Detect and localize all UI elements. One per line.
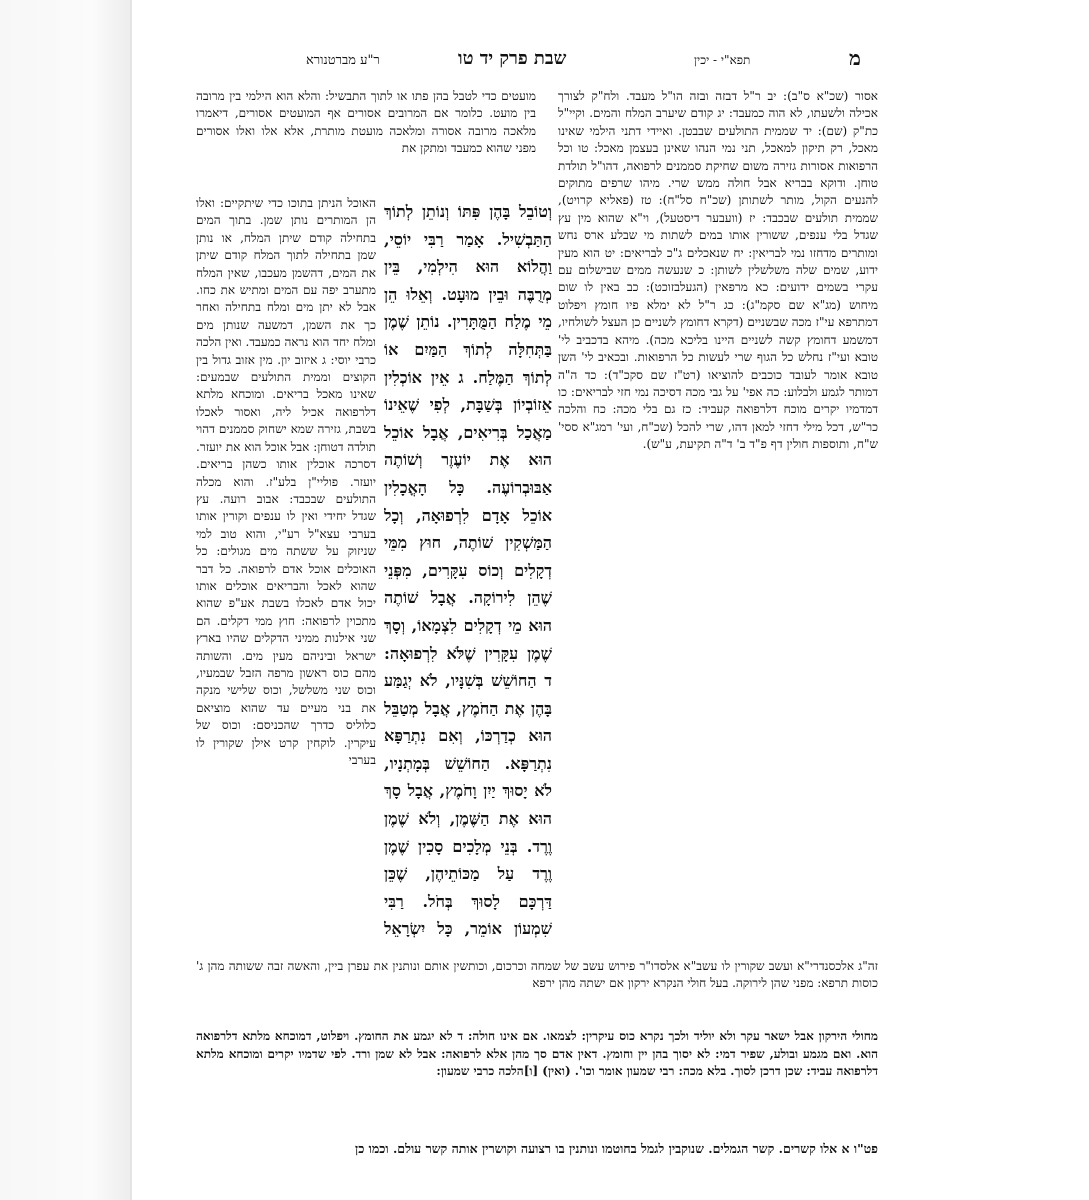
chapter-title: שבת פרק יד טו — [458, 48, 567, 69]
bottom-last-line: פט"ו א אלו קשרים. קשר הגמלים. שנוקבין לגמל בחוטמו ונותנין בו רצועה וקושרין אותה קשר עולם. וכמו כן — [355, 1141, 878, 1156]
binding-edge — [130, 0, 132, 1200]
bottom-notes: מחולי הירקון אבל ישאר עקר ולא יוליד ולכך נקרא כוס עיקרין: לצמאו. אם אינו חולה: ד לא יגמע את החומץ. ויפלוט, דמוכחא מלתא דלרפואה הוא. ואם מגמע ובולע, שפיר דמי: לא יסוך בהן יין וחומץ. דאין אדם סך מהן אלא לרפואה: אבל לא שמן ורד. לפי שדמיו יקרים ומוכחא מלתא דלרפואה עביד: שכן דרכן לסוך. בלא מכה: רבי שמעון אומר וכו'. (ואין) [ו]הלכה כרבי שמעון: — [196, 1029, 878, 1079]
right-commentary-name: תפא"י - יכין — [694, 53, 751, 67]
mishnah-body: וְטוֹבֵל בָּהֶן פִּתּוֹ וְנוֹתֵן לְתוֹךְ הַתַּבְשִׁיל. אָמַר רַבִּי יוֹסֵי, וַהֲלוֹא הוּא הִילְמִי, בֵּין מְרֻבֶּה וּבֵין מוּעָט. וְאֵלוּ הֵן מֵי מֶלַח הַמֻּתָּרִין. נוֹתֵן שֶׁמֶן בַּתְּחִלָּה לְתוֹךְ הַמַּיִם אוֹ לְתוֹךְ הַמֶּלַח. ג אֵין אוֹכְלִין אֵזוֹבְיוֹן בְּשַׁבָּת, לְפִי שֶׁאֵינוֹ מַאֲכַל בְּרִיאִים, אֲבָל אוֹכֵל הוּא אֶת יוֹעֶזֶר וְשׁוֹתֶה אַבּוּבְרוֹעֶה. כָּל הָאֳכָלִין אוֹכֵל אָדָם לִרְפוּאָה, וְכָל הַמַּשְׁקִין שׁוֹתֶה, חוּץ מִמֵּי דְקָלִים וְכוֹס עִקָּרִים, מִפְּנֵי שֶׁהֵן לִירוֹקָה. אֲבָל שׁוֹתֶה הוּא מֵי דְקָלִים לִצְמָאוֹ, וְסָךְ שֶׁמֶן עִקָּרִין שֶׁלֹּא לִרְפוּאָה: ד הַחוֹשֵׁשׁ בְּשִׁנָּיו, לֹא יְגַמַּע בָּהֶן אֶת הַחֹמֶץ, אֲבָל מְטַבֵּל הוּא כְדַרְכּוֹ, וְאִם נִתְרַפָּא נִתְרַפָּא. הַחוֹשֵׁשׁ בְּמָתְנָיו, לֹא יָסוּךְ יַיִן וָחֹמֶץ, אֲבָל סָךְ הוּא אֶת הַשֶּׁמֶן, וְלֹא שֶׁמֶן וֶרֶד. בְּנֵי מְלָכִים סָכִין שֶׁמֶן וֶרֶד עַל מַכּוֹתֵיהֶן, שֶׁכֵּן דַּרְכָּם לָסוּךְ בְּחֹל. רַבִּי שִׁמְעוֹן אוֹמֵר, כָּל יִשְׂרָאֵל — [384, 202, 552, 939]
talmud-page — [196, 40, 878, 1170]
commentary-left-body: האוכל הניתן בתוכו כדי שיתקיים: ואלו הן המותרים נותן שמן. בתוך המים בתחילה קודם שיתן המלח, או נותן שמן בתחילה לתוך המלח קודם שיתן את המים, דהשמן מעכבו, שאין המלח מתערב יפה עם המים ומתיש את כחו. אבל לא יתן מים ומלח בתחילה ואחר כך את השמן, דמשעה שנותן מים ומלח יחד הוא נראה כמעבד. ואין הלכה כרבי יוסי: ג איזוב יון. מין אזוב גדול בין הקוצים וממית התולעים שבמעים: שאינו מאכל בריאים. ומוכחא מלתא דלרפואה אכיל ליה, ואסור לאכלו בשבת, גזירה שמא ישחוק סממנים דהוי תולדה דטוחן: אבל אוכל הוא את יועזר. דסרכה אוכלין אותו כשהן בריאים. יועזר. פוליי"ן בלע"ז. והוא מכלה התולעים שבכבד: אבוב רועה. עץ שגדל יחידי ואין לו ענפים וקורין אותו בערבי עצא"ל רע"י, והוא טוב למי שניזוק על ששתה מים מגולים: כל האוכלים אוכל אדם לרפואה. כל דבר שהוא לאכל והבריאים אוכלים אותו יכול אדם לאכלו בשבת אע"פ שהוא מתכוין לרפואה: חוץ ממי דקלים. הם שני אילנות ממיני הדקלים שהיו בארץ ישראל וביניהם מעין מים. והשותה מהם כוס ראשון מרפה הזבל שבמעיו, וכוס שני משלשל, וכוס שלישי מנקה את בני מעיים עד שהוא מוציאם כלוליס כדרך שהכניסם: וכוס של עיקרין. לוקחין קרט אילן שקורין לו בערבי — [196, 196, 376, 767]
page-header — [196, 48, 878, 82]
commentary-continuation: זה"ג אלכסנדרי"א ועשב שקורין לו עשב"א אלסדו"ר פירוש עשב של שמחה וכרכום, וכותשין אותם ונותנין את עפרן ביין, והאשה זבה ששותה מהן ג' כוסות תרפא: מפני שהן לירוקה. בעל חולי הנקרא ירקון אם ישתה מהן ירפא — [196, 959, 878, 991]
page-letter: מ — [849, 46, 861, 70]
binding-gutter — [0, 0, 132, 1200]
commentary-right-body: אסור (שכ"א ס"ב): יב ר"ל דבזה ובזה הו"ל מעבד. ולח"ק לצורך אכילה ולשעתו, לא הוה כמעבד: יג קודם שיערב המלח והמים. וקיי"ל כת"ק (שם): יד שממית התולעים שבבטן. ואיידי דתני הילמי שאינו מאכל, רק תיקון למאכל, תני נמי הנהו שאינן בעצמן מאכל: טו וכל הרפואות אסורות גזירה משום שחיקת סממנים לרפואה, דהו"ל תולדת טוחן. ודוקא בבריא אבל חולה ממש שרי. מיהו שרפים מתוקים להנעים הקול, מותר לשתותן (שכ"ח סל"ח): טז (פאליא קרויט), שממית תולעים שבכבד: יז (וועבער דיסטעל), וי"א שהוא מין עץ שגדל בלי ענפים, ששורין אותו במים לשתות מי שבלע ארס נחש ומותרים מדחזו נמי לבריאין: יח שנאכלים ג"כ לבריאים: יט הוא מעין ידוע, שמים שלה משלשלין לשותן: כ שנעשה ממים שבישלום עם עקרי בשמים ידועים: כא מרפאין (הגעלבזוכט): כב באין לו שום מיחוש (מג"א שם סקמ"ג): כג ר"ל לא ימלא פיו חומץ ויפלוט דמתרפא עי"ז מכה שבשניים (דקרא דחומץ לשניים כן העצל לשולחיו, דמשמע דחומץ קשה לשניים היינו בליכא מכה). מיהא בדכביב לי' טובא ועי"ז נחלש כל הגוף שרי לעשות כל הרפואות. ובכאיב לי' השן טובא אומר לעובד כוכבים להוציאו (רט"ז שם סקכ"ד): כד ה"ה דמותר לגמע ולבלוע: כה אפי' על גבי מכה דסיכה נמי חזי לבריאים: כו דמדמיו יקרים מוכח דלרפואה קעביד: כז גם בלי מכה: כח והלכה כר"ש, דכל מילי דחזי למאן דהו, שרי להכל (שכ"ח, ועי' רמג"א ססי' ש"ח, ותוספות חולין דף פ"ד ב' ד"ה תקיעת, ע"ש). — [558, 89, 878, 452]
commentary-name: ר"ע מברטנורא — [306, 53, 380, 68]
commentary-left-intro: מועטים כדי לטבל בהן פתו או לתוך התבשיל: והלא הוא הילמי בין מרובה בין מועט. כלומר אם המרובים אסורים אף המועטים אסורים, דיאמרו מלאכה מרובה אסורה ומלאכה מועטת מותרת, אלא אלו ואלו אסורים מפני שהוא כמעבד ומתקן את — [196, 89, 536, 156]
mishnah-text — [384, 198, 552, 948]
